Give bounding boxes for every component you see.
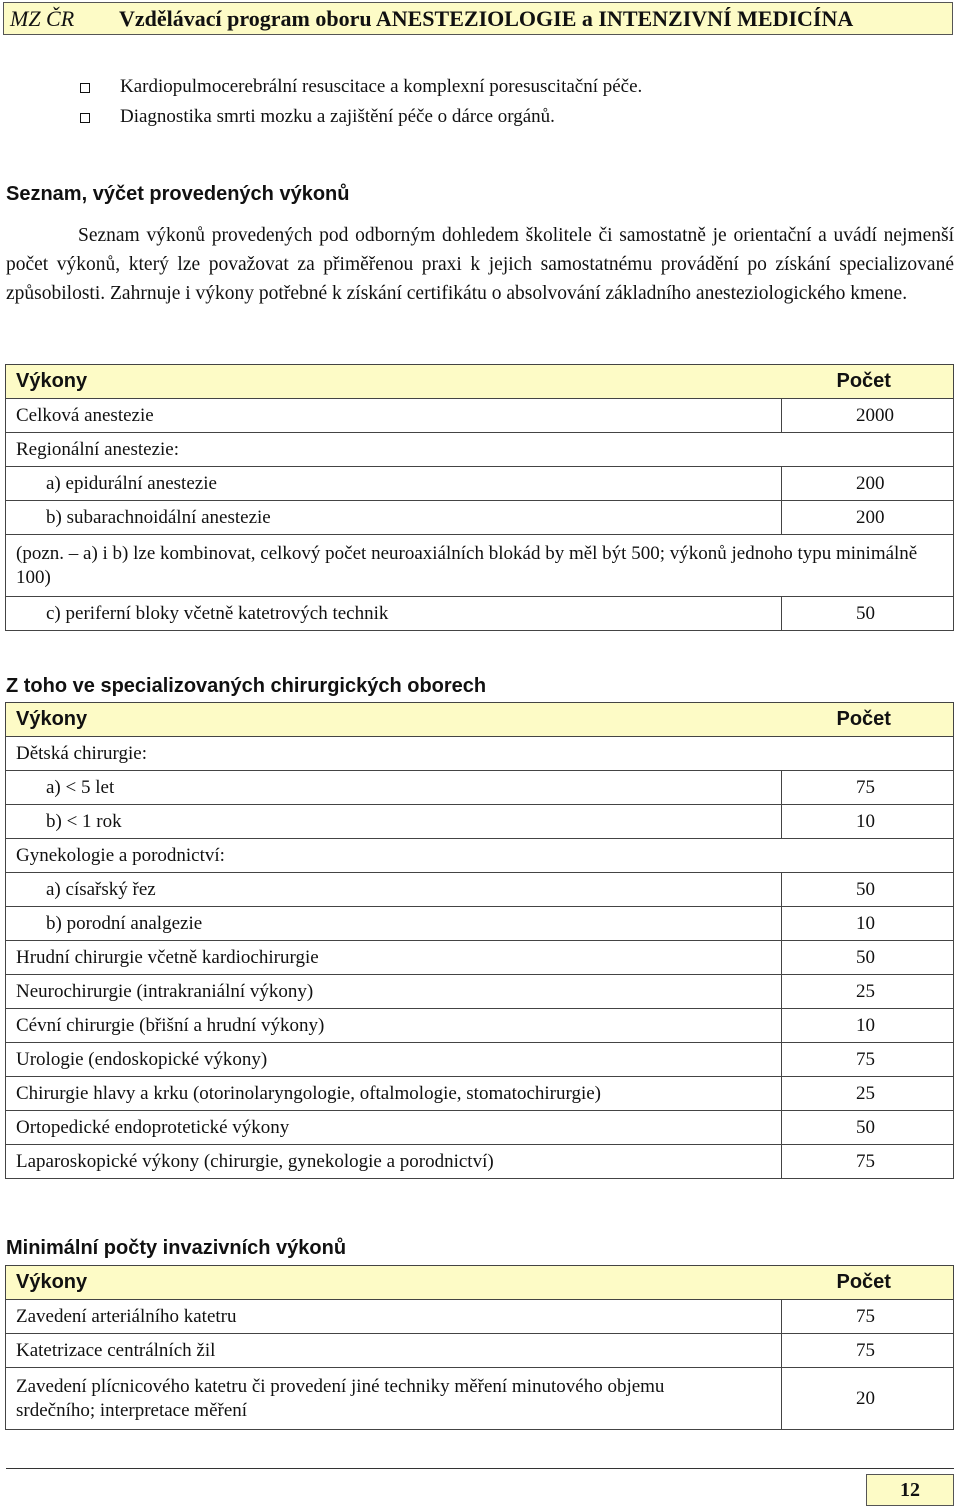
- row-count: [782, 433, 954, 467]
- table-row: [6, 597, 954, 631]
- table-row: [6, 1368, 954, 1430]
- intro-paragraph-text: Seznam výkonů provedených pod odborným dohledem školitele či samostatně je orientační a uvádí nejmenší počet výkonů, který lze považovat za přiměřenou praxi k jejich samostatnému provádění po získání specializované způsobilosti. Zahrnuje i výkony potřebné k získání certifikátu o absolvování základního anesteziologického kmene.: [6, 225, 954, 304]
- header-ministry: MZ ČR: [10, 6, 75, 31]
- table-row: [6, 1077, 954, 1111]
- row-count: 10: [782, 1009, 954, 1043]
- table-row: [6, 805, 954, 839]
- col-header-vykony: Výkony: [6, 703, 782, 737]
- table-row: [6, 467, 954, 501]
- row-label: a) < 5 let: [6, 771, 782, 805]
- row-label: Celková anestezie: [6, 399, 782, 433]
- row-label: Laparoskopické výkony (chirurgie, gynekologie a porodnictví): [6, 1145, 782, 1179]
- row-label: b) subarachnoidální anestezie: [6, 501, 782, 535]
- table-row: [6, 1111, 954, 1145]
- row-label: a) epidurální anestezie: [6, 467, 782, 501]
- row-label: Katetrizace centrálních žil: [6, 1334, 782, 1368]
- header-title: Vzdělávací program oboru ANESTEZIOLOGIE a INTENZIVNÍ MEDICÍNA: [119, 6, 854, 31]
- row-count: [782, 839, 954, 873]
- square-bullet-icon: [80, 113, 90, 123]
- row-count: 75: [782, 1300, 954, 1334]
- table-general-procedures: [5, 364, 954, 631]
- row-label: Neurochirurgie (intrakraniální výkony): [6, 975, 782, 1009]
- col-header-vykony: Výkony: [6, 1266, 782, 1300]
- row-label: Zavedení plícnicového katetru či provedení jiné techniky měření minutového objemu srdečního; interpretace měření: [6, 1368, 782, 1430]
- col-header-pocet: Počet: [782, 703, 954, 737]
- row-count: 75: [782, 771, 954, 805]
- row-count: 10: [782, 907, 954, 941]
- row-note: (pozn. – a) i b) lze kombinovat, celkový počet neuroaxiálních blokád by měl být 500; výkonů jednoho typu minimálně 100): [6, 535, 954, 597]
- page-number: 12: [866, 1474, 954, 1506]
- row-count: 2000: [782, 399, 954, 433]
- row-count: 25: [782, 975, 954, 1009]
- table-row: [6, 839, 954, 873]
- row-count: 75: [782, 1334, 954, 1368]
- bullet-list: [0, 74, 960, 134]
- row-count: [782, 737, 954, 771]
- table-row-note: [6, 535, 954, 597]
- row-label: Chirurgie hlavy a krku (otorinolaryngologie, oftalmologie, stomatochirurgie): [6, 1077, 782, 1111]
- table-row: [6, 399, 954, 433]
- table-row: [6, 1334, 954, 1368]
- row-label: a) císařský řez: [6, 873, 782, 907]
- table-header-row: [6, 703, 954, 737]
- row-label: c) periferní bloky včetně katetrových technik: [6, 597, 782, 631]
- row-count: 200: [782, 467, 954, 501]
- table-row: [6, 737, 954, 771]
- col-header-pocet: Počet: [782, 1266, 954, 1300]
- row-count: 10: [782, 805, 954, 839]
- col-header-pocet: Počet: [782, 365, 954, 399]
- table-row: [6, 1145, 954, 1179]
- table-header-row: [6, 1266, 954, 1300]
- row-count: 50: [782, 597, 954, 631]
- row-label: b) porodní analgezie: [6, 907, 782, 941]
- table-invasive-procedures: [5, 1265, 954, 1430]
- table-header-row: [6, 365, 954, 399]
- section-heading-vykony: Seznam, výčet provedených výkonů: [6, 183, 350, 205]
- page-header: [3, 2, 953, 35]
- table-row: [6, 1009, 954, 1043]
- table-row: [6, 501, 954, 535]
- row-label: Cévní chirurgie (břišní a hrudní výkony): [6, 1009, 782, 1043]
- footer-divider: [6, 1468, 954, 1469]
- row-count: 20: [782, 1368, 954, 1430]
- list-item: [0, 74, 960, 104]
- table-row: [6, 1300, 954, 1334]
- table-row: [6, 975, 954, 1009]
- row-label: Ortopedické endoprotetické výkony: [6, 1111, 782, 1145]
- list-item-text: Diagnostika smrti mozku a zajištění péče o dárce orgánů.: [120, 106, 555, 127]
- table-row: [6, 1043, 954, 1077]
- list-item: [0, 104, 960, 134]
- row-label: b) < 1 rok: [6, 805, 782, 839]
- table-row: [6, 433, 954, 467]
- intro-paragraph: [6, 221, 954, 308]
- row-count: 50: [782, 941, 954, 975]
- row-count: 75: [782, 1145, 954, 1179]
- row-count: 200: [782, 501, 954, 535]
- row-label: Zavedení arteriálního katetru: [6, 1300, 782, 1334]
- table-row: [6, 873, 954, 907]
- row-label: Dětská chirurgie:: [6, 737, 782, 771]
- section-heading-surgical: Z toho ve specializovaných chirurgických oborech: [6, 675, 487, 697]
- col-header-vykony: Výkony: [6, 365, 782, 399]
- row-label: Hrudní chirurgie včetně kardiochirurgie: [6, 941, 782, 975]
- row-count: 50: [782, 873, 954, 907]
- table-surgical-procedures: [5, 702, 954, 1179]
- row-label: Regionální anestezie:: [6, 433, 782, 467]
- section-heading-invasive: Minimální počty invazivních výkonů: [6, 1237, 347, 1259]
- table-row: [6, 941, 954, 975]
- table-row: [6, 907, 954, 941]
- row-count: 50: [782, 1111, 954, 1145]
- row-count: 75: [782, 1043, 954, 1077]
- row-label: Urologie (endoskopické výkony): [6, 1043, 782, 1077]
- square-bullet-icon: [80, 83, 90, 93]
- row-count: 25: [782, 1077, 954, 1111]
- row-label: Gynekologie a porodnictví:: [6, 839, 782, 873]
- list-item-text: Kardiopulmocerebrální resuscitace a komplexní poresuscitační péče.: [120, 76, 643, 97]
- table-row: [6, 771, 954, 805]
